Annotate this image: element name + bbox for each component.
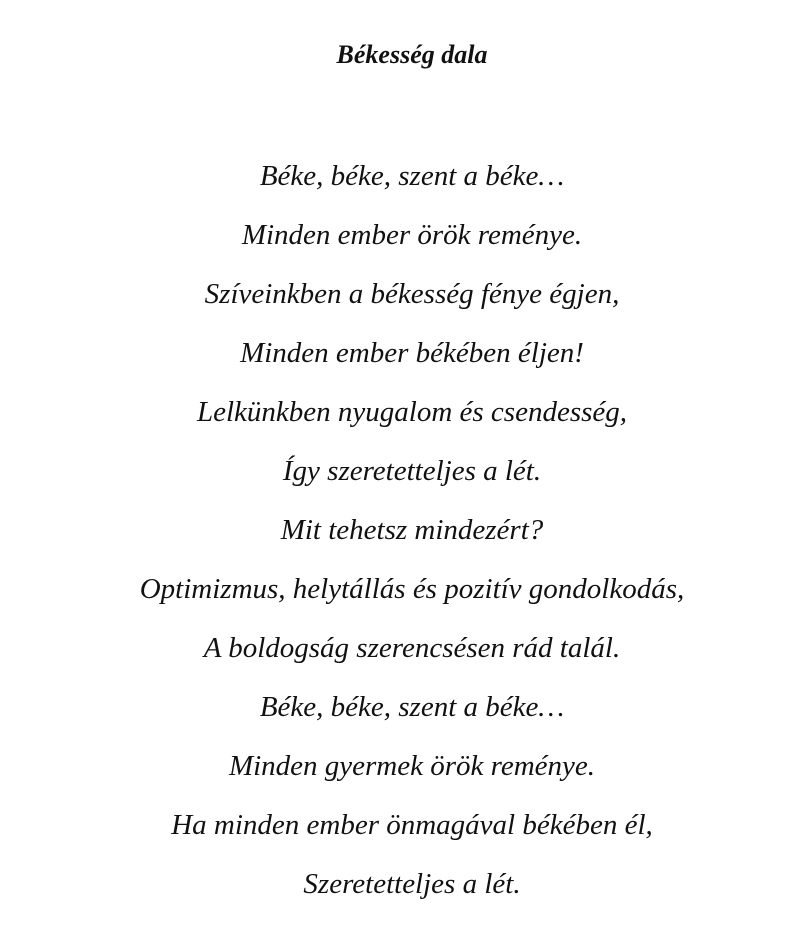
poem-line: Ha minden ember önmagával békében él, <box>171 809 653 841</box>
poem-line: Lelkünkben nyugalom és csendesség, <box>196 396 628 428</box>
poem-line: Minden gyermek örök reménye. <box>228 750 596 782</box>
poem-line: Béke, béke, szent a béke… <box>259 160 565 192</box>
poem-line: Mit tehetsz mindezért? <box>280 514 544 546</box>
poem-line: Minden ember békében éljen! <box>240 337 584 369</box>
poem-line: Optimizmus, helytállás és pozitív gondolkodás, <box>139 573 685 605</box>
poem-line: Béke, béke, szent a béke… <box>259 691 565 723</box>
poem-line: Így szeretetteljes a lét. <box>282 455 542 487</box>
poem-title: Békesség dala <box>336 40 488 69</box>
poem-line: Szeretetteljes a lét. <box>303 868 521 900</box>
poem-line: Minden ember örök reménye. <box>241 219 583 251</box>
poem-line: A boldogság szerencsésen rád talál. <box>203 632 621 664</box>
poem-line: Szíveinkben a békesség fénye égjen, <box>204 278 620 310</box>
